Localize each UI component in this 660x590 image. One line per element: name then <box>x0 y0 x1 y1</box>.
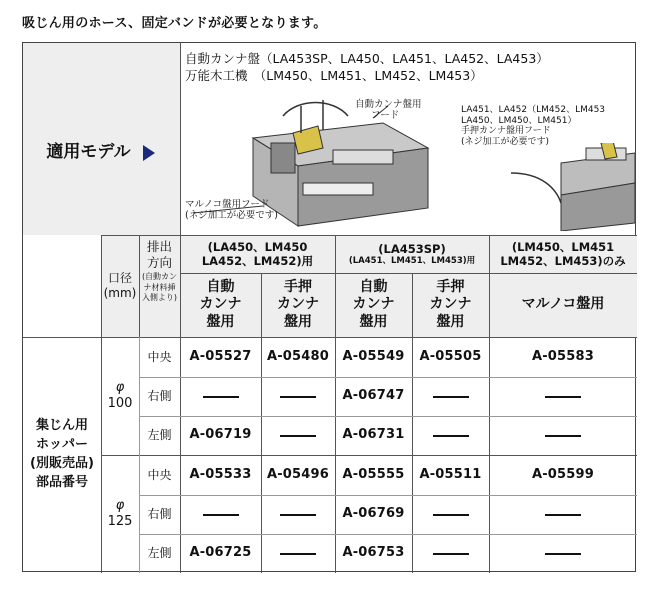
part-number-cell <box>180 455 261 495</box>
part-number-cell <box>412 377 489 416</box>
part-number: A-06719 <box>189 427 252 443</box>
part-number: A-05583 <box>531 348 595 364</box>
part-number-cell <box>412 455 489 495</box>
direction-label: 右側 <box>147 389 172 403</box>
part-number: A-05511 <box>419 466 482 482</box>
part-number-cell <box>412 534 489 573</box>
model-line-1: 自動カンナ盤（LA453SP、LA450、LA451、LA452、LA453） <box>185 51 549 66</box>
bore-header: 口径 (mm) <box>103 271 137 300</box>
part-number: A-06747 <box>342 388 405 404</box>
not-available-dash <box>203 514 239 516</box>
direction-cell <box>139 495 180 534</box>
callout-marunoko-hood: マルノコ盤用フード (ネジ加工が必要です) <box>185 199 278 221</box>
col-hand-planer-1: 手押 カンナ 盤用 <box>277 278 319 330</box>
callout-hand-hood: LA451、LA452（LM452、LM453 LA450、LM450、LM451） 手押カンナ盤用フード (ネジ加工が必要です) <box>461 105 606 147</box>
part-number-cell <box>180 416 261 455</box>
bore-125: φ 125 <box>107 497 133 529</box>
direction-label: 左側 <box>147 428 172 442</box>
callout-auto-hood: 自動カンナ盤用 フード <box>355 99 422 121</box>
direction-cell <box>139 534 180 573</box>
part-number: A-06725 <box>189 545 252 561</box>
not-available-dash <box>280 514 316 516</box>
part-number: A-05555 <box>342 466 405 482</box>
part-number-cell <box>335 377 412 416</box>
part-number-cell <box>335 337 412 377</box>
part-number-cell <box>261 377 335 416</box>
part-number: A-05480 <box>266 348 330 364</box>
part-number-cell <box>335 455 412 495</box>
col-hand-planer-2: 手押 カンナ 盤用 <box>429 278 472 330</box>
hand-planer-illustration <box>501 143 635 231</box>
part-number-cell <box>180 534 261 573</box>
group-header-3: (LM450、LM451 LM452、LM453)のみ <box>500 239 626 268</box>
part-number: A-05527 <box>189 348 252 364</box>
not-available-dash <box>545 435 581 437</box>
part-number-cell <box>261 455 335 495</box>
part-number-cell <box>489 337 637 377</box>
direction-label: 右側 <box>147 507 172 521</box>
not-available-dash <box>433 553 469 555</box>
not-available-dash <box>433 514 469 516</box>
not-available-dash <box>203 396 239 398</box>
part-number-cell <box>335 534 412 573</box>
part-number-cell <box>180 495 261 534</box>
not-available-dash <box>280 396 316 398</box>
part-number-cell <box>335 495 412 534</box>
group-header-1: (LA450、LM450 LA452、LM452)用 <box>201 239 314 268</box>
part-number-cell <box>261 337 335 377</box>
not-available-dash <box>545 553 581 555</box>
part-number: A-06731 <box>342 427 405 443</box>
direction-label: 左側 <box>147 546 172 560</box>
part-number-cell <box>180 337 261 377</box>
model-line-2: 万能木工機 （LM450、LM451、LM452、LM453） <box>185 68 483 83</box>
part-number: A-05599 <box>531 466 595 482</box>
not-available-dash <box>433 435 469 437</box>
part-number-cell <box>489 416 637 455</box>
note-text: 吸じん用のホース、固定バンドが必要となります。 <box>22 16 327 31</box>
row-header-hopper: 集じん用 ホッパー (別販売品) 部品番号 <box>30 418 94 490</box>
part-number-cell <box>412 337 489 377</box>
not-available-dash <box>280 435 316 437</box>
not-available-dash <box>433 396 469 398</box>
part-number: A-05505 <box>419 348 482 364</box>
direction-cell <box>139 337 180 377</box>
part-number-cell <box>412 416 489 455</box>
part-number: A-05496 <box>266 466 330 482</box>
group-header-2: (LA453SP) (LA451、LM451、LM453)用 <box>348 241 476 266</box>
not-available-dash <box>545 396 581 398</box>
col-marunoko: マルノコ盤用 <box>521 296 605 313</box>
part-number-cell <box>489 534 637 573</box>
part-number-cell <box>180 377 261 416</box>
direction-cell <box>139 455 180 495</box>
direction-cell <box>139 416 180 455</box>
part-number: A-06753 <box>342 545 405 561</box>
col-auto-planer-1: 自動 カンナ 盤用 <box>199 278 242 330</box>
direction-label: 中央 <box>147 467 172 482</box>
part-number-cell <box>489 377 637 416</box>
not-available-dash <box>280 553 316 555</box>
applicable-models-label: 適用モデル <box>23 133 180 173</box>
direction-cell <box>139 377 180 416</box>
part-number-cell <box>261 534 335 573</box>
direction-header: 排出 方向 (自動カンナ材料挿入側より) <box>141 239 178 303</box>
part-number: A-06769 <box>342 506 405 522</box>
not-available-dash <box>545 514 581 516</box>
part-number: A-05533 <box>189 466 252 482</box>
arrow-right-icon <box>141 144 157 162</box>
part-number-cell <box>489 455 637 495</box>
col-auto-planer-2: 自動 カンナ 盤用 <box>352 278 395 330</box>
parts-table <box>22 42 636 572</box>
direction-label: 中央 <box>147 349 172 364</box>
bore-100: φ 100 <box>107 379 133 411</box>
part-number-cell <box>412 495 489 534</box>
part-number: A-05549 <box>342 348 405 364</box>
part-number-cell <box>261 416 335 455</box>
part-number-cell <box>489 495 637 534</box>
part-number-cell <box>335 416 412 455</box>
part-number-cell <box>261 495 335 534</box>
